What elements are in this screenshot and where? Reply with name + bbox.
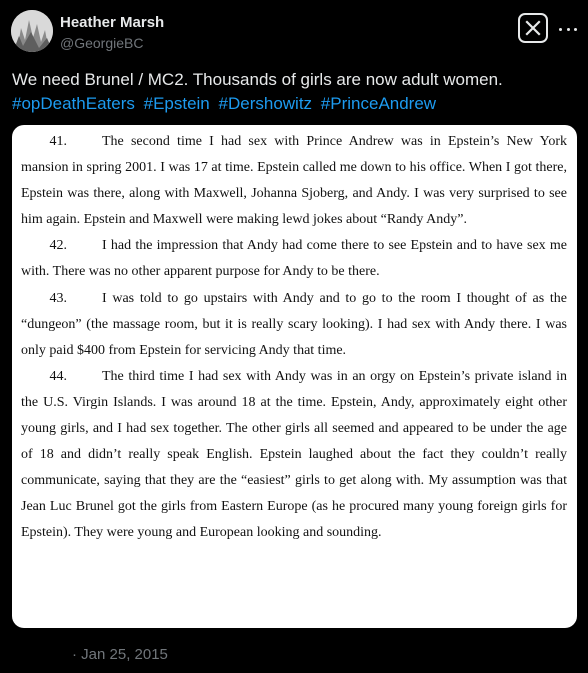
more-dot [574,28,577,31]
paragraph-text: The second time I had sex with Prince Andrew was in Epstein’s New York mansion in spring 2001. I was 17 at time. Epstein called me down to his office. When I got there, Epstein was there, along with Maxwell, Johanna Sjoberg, and Andy. I was very surprised to see him again. Epstein and Maxwell were making lewd jokes about “Randy Andy”. [21,134,567,228]
paragraph-number: 44. [49,368,67,384]
document-paragraph [21,129,567,233]
tweet-timestamp[interactable]: · Jan 25, 2015 [72,646,168,663]
paragraph-text: I had the impression that Andy had come there to see Epstein and to have sex me with. There was no other apparent purpose for Andy to be there. [21,238,567,280]
paragraph-number: 42. [49,238,67,254]
document-page [21,129,567,547]
paragraph-text: I was told to go upstairs with Andy and to go to the room I thought of as the “dungeon” (the massage room, but it is really scary looking). I had sex with Andy there. I was only paid $400 from Epstein for servicing Andy that time. [21,290,567,358]
hashtag-link[interactable]: #Epstein [143,94,210,113]
x-logo-glyph [525,20,541,36]
document-paragraph [21,364,567,547]
tweet-body [12,68,572,116]
author-handle[interactable]: @GeorgieBC [60,35,144,51]
document-paragraph [21,286,567,364]
tweet-text: We need Brunel / MC2. Thousands of girls are now adult women. [12,70,503,89]
avatar-image [11,10,53,52]
paragraph-text: The third time I had sex with Andy was in an orgy on Epstein’s private island in the U.S. Virgin Islands. I was around 18 at the time. Epstein, Andy, approximately eight other young girls, and I had sex together. The other girls all seemed and appeared to be under the age of 18 and didn’t really speak English. Epstein laughed about the fact they couldn’t really communicate, saying that they are the “easiest” girls to get along with. My assumption was that Jean Luc Brunel got the girls from Eastern Europe (as he procured many young foreign girls for Epstein). They were young and European looking and sounding. [21,368,567,541]
x-logo-icon[interactable] [518,13,548,43]
author-avatar[interactable] [11,10,53,52]
paragraph-number: 41. [49,134,67,149]
more-dot [559,28,562,31]
hashtag-list [12,92,572,116]
more-options-icon[interactable] [559,22,577,36]
paragraph-number: 43. [49,290,67,306]
more-dot [567,28,570,31]
author-name[interactable]: Heather Marsh [60,14,165,31]
attached-image[interactable] [12,125,577,628]
hashtag-link[interactable]: #opDeathEaters [12,94,135,113]
hashtag-link[interactable]: #PrinceAndrew [320,94,437,113]
hashtag-link[interactable]: #Dershowitz [218,94,313,113]
document-paragraph [21,233,567,285]
